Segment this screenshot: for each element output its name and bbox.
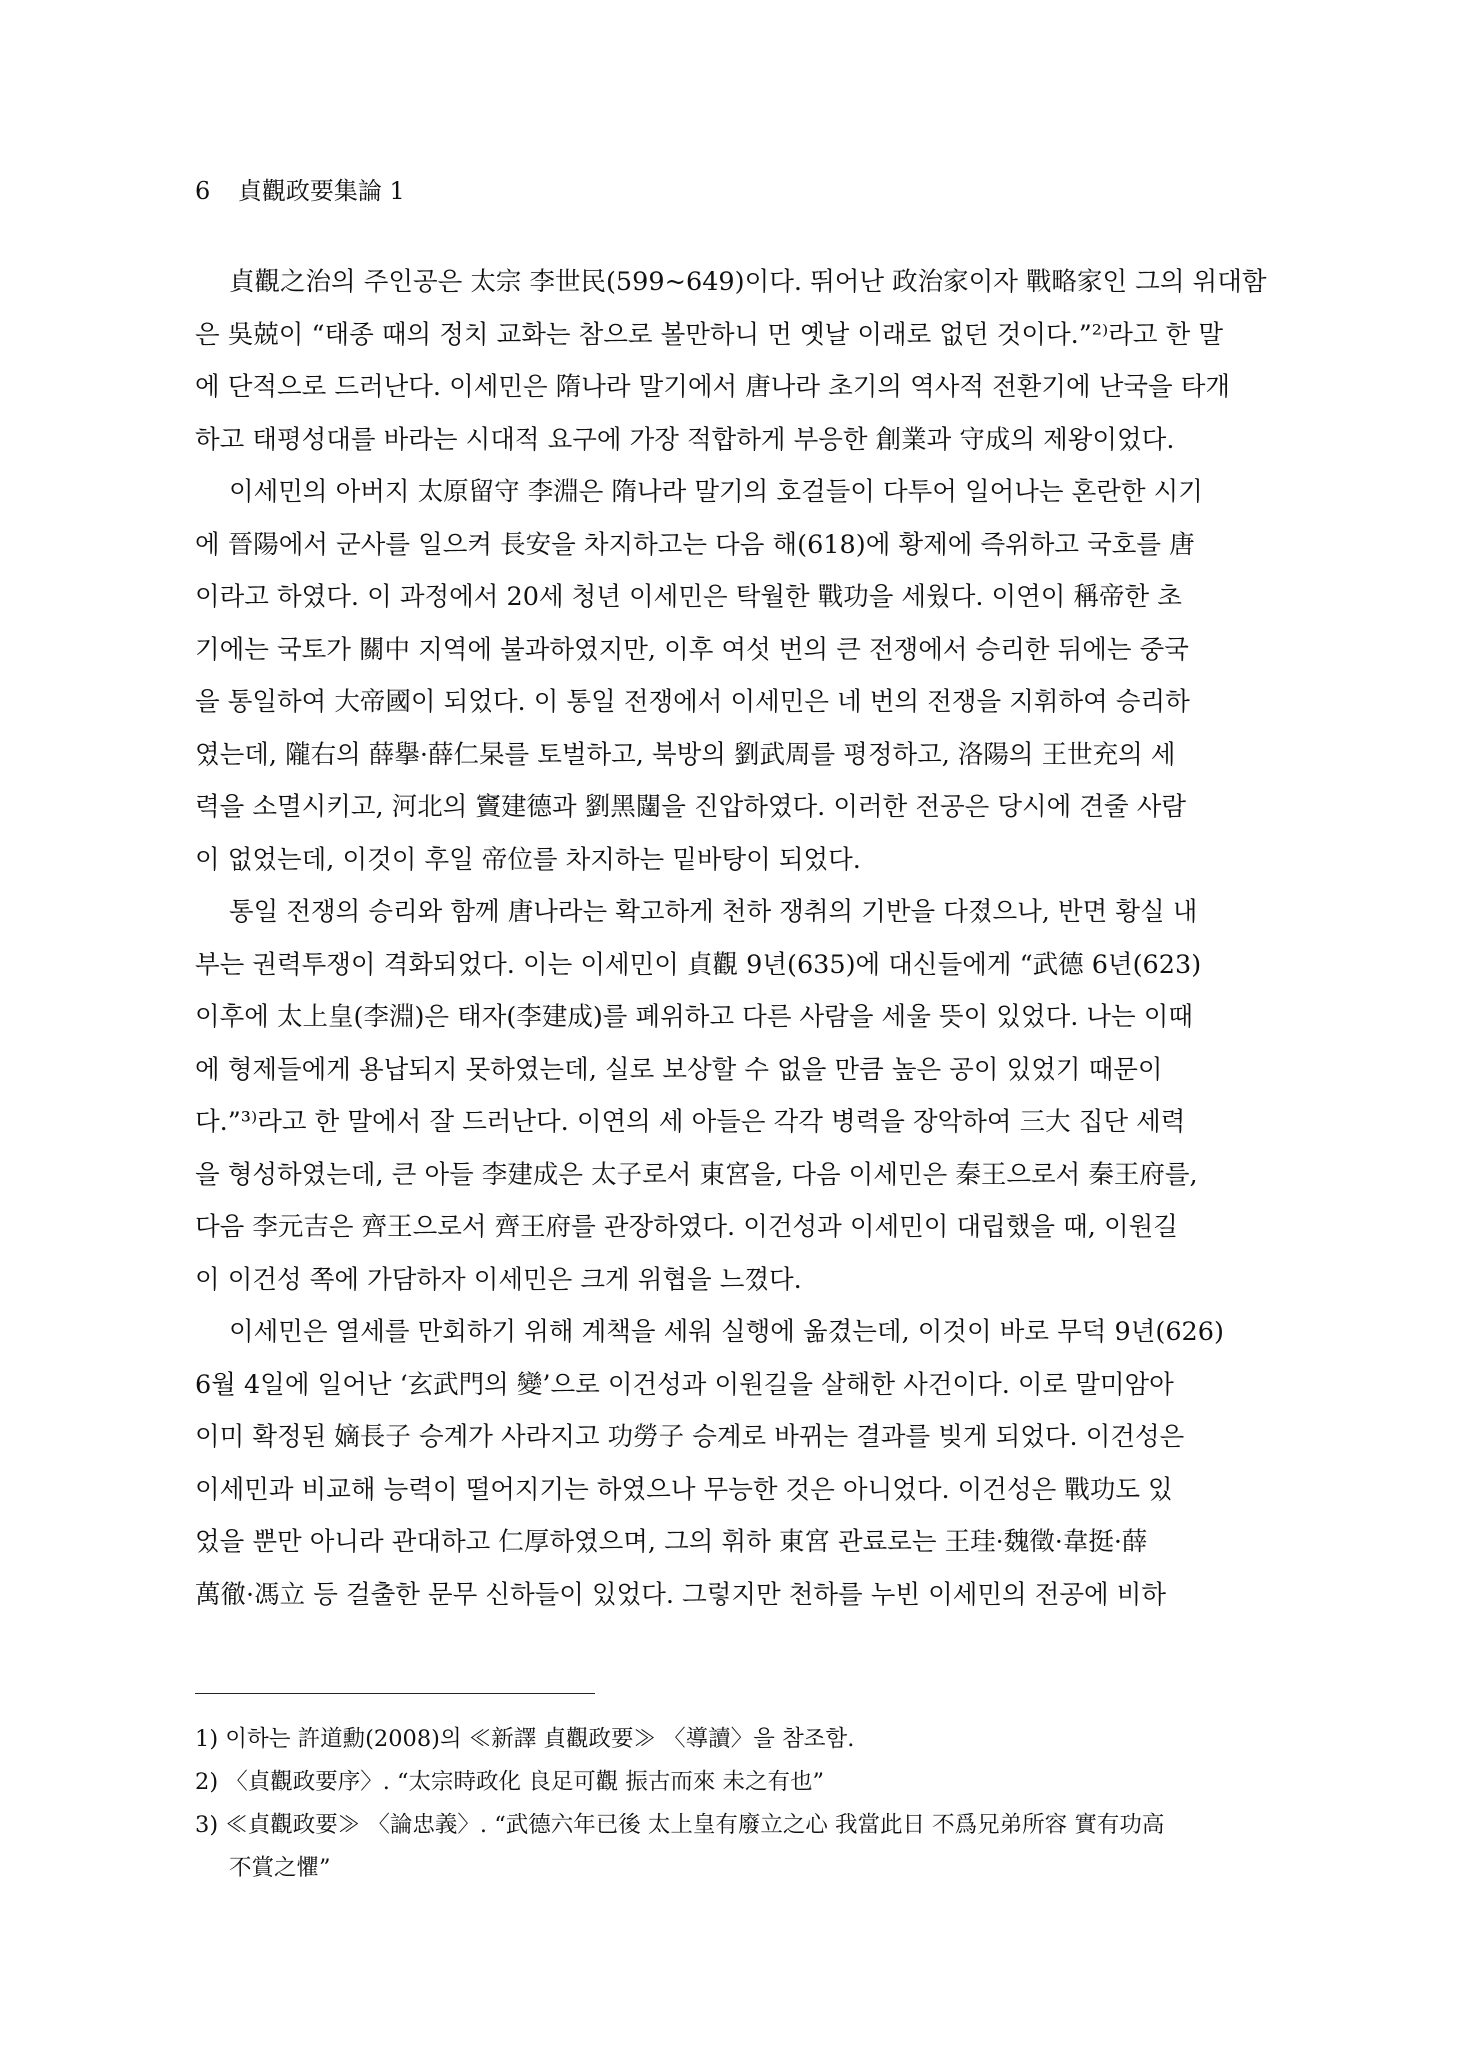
footnotes [195,1718,1290,1890]
footnote-3-continuation: 不賞之懼” [229,1855,331,1881]
paragraph-1-line: 은 吳兢이 “태종 때의 정치 교화는 참으로 볼만하니 먼 옛날 이래로 없던 것이다.”²⁾라고 한 말 [195,319,1224,350]
paragraph-4-line: 이세민은 열세를 만회하기 위해 계책을 세워 실행에 옮겼는데, 이것이 바로 무덕 9년(626) [229,1317,1224,1347]
paragraph-3-line: 다.”³⁾라고 한 말에서 잘 드러난다. 이연의 세 아들은 각각 병력을 장악하여 三大 집단 세력 [195,1107,1186,1137]
paragraph-4-line: 이세민과 비교해 능력이 떨어지기는 하였으나 무능한 것은 아니었다. 이건성은 戰功도 있 [195,1474,1173,1505]
footnote-2: 2) 〈貞觀政要序〉. “太宗時政化 良足可觀 振古而來 未之有也” [195,1769,825,1795]
paragraph-4-line: 6월 4일에 일어난 ‘玄武門의 變’으로 이건성과 이원길을 살해한 사건이다. 이로 말미암아 [195,1369,1174,1400]
body-text [195,256,1290,1621]
paragraph-2-line: 력을 소멸시키고, 河北의 竇建德과 劉黑闥을 진압하였다. 이러한 전공은 당시에 견줄 사람 [195,792,1186,822]
paragraph-3-line: 통일 전쟁의 승리와 함께 唐나라는 확고하게 천하 쟁취의 기반을 다졌으나, 반면 황실 내 [229,897,1198,927]
paragraph-3-line: 에 형제들에게 용납되지 못하였는데, 실로 보상할 수 없을 만큼 높은 공이 있었기 때문이 [195,1054,1163,1085]
paragraph-4-line: 었을 뿐만 아니라 관대하고 仁厚하였으며, 그의 휘하 東宮 관료로는 王珪·魏徵·韋挺·薛 [195,1527,1148,1557]
paragraph-3-line: 이 이건성 쪽에 가담하자 이세민은 크게 위협을 느꼈다. [195,1264,802,1295]
paragraph-1-line: 에 단적으로 드러난다. 이세민은 隋나라 말기에서 唐나라 초기의 역사적 전환기에 난국을 타개 [195,372,1231,402]
paragraph-2-line: 이세민의 아버지 太原留守 李淵은 隋나라 말기의 호걸들이 다투어 일어나는 혼란한 시기 [229,477,1203,507]
footnote-divider [195,1693,595,1694]
running-header [195,176,405,206]
paragraph-2-line: 였는데, 隴右의 薛擧·薛仁杲를 토벌하고, 북방의 劉武周를 평정하고, 洛陽의 王世充의 세 [195,739,1176,770]
page-number: 6 [195,177,211,205]
paragraph-2-line: 이 없었는데, 이것이 후일 帝位를 차지하는 밑바탕이 되었다. [195,844,861,875]
paragraph-3-line: 다음 李元吉은 齊王으로서 齊王府를 관장하였다. 이건성과 이세민이 대립했을 때, 이원길 [195,1212,1178,1242]
paragraph-2-line: 에 晉陽에서 군사를 일으켜 長安을 차지하고는 다음 해(618)에 황제에 즉위하고 국호를 唐 [195,529,1195,560]
paragraph-3-line: 이후에 太上皇(李淵)은 태자(李建成)를 폐위하고 다른 사람을 세울 뜻이 있었다. 나는 이때 [195,1002,1194,1032]
paragraph-3-line: 부는 권력투쟁이 격화되었다. 이는 이세민이 貞觀 9년(635)에 대신들에게 “武德 6년(623) [195,949,1202,980]
paragraph-2-line: 기에는 국토가 關中 지역에 불과하였지만, 이후 여섯 번의 큰 전쟁에서 승리한 뒤에는 중국 [195,634,1189,665]
footnote-3: 3) ≪貞觀政要≫ 〈論忠義〉. “武德六年已後 太上皇有廢立之心 我當此日 不爲兄弟所容 實有功高 [195,1812,1165,1838]
paragraph-3-line: 을 형성하였는데, 큰 아들 李建成은 太子로서 東宮을, 다음 이세민은 秦王으로서 秦王府를, [195,1159,1198,1190]
paragraph-2-line: 이라고 하였다. 이 과정에서 20세 청년 이세민은 탁월한 戰功을 세웠다. 이연이 稱帝한 초 [195,582,1182,612]
paragraph-2-line: 을 통일하여 大帝國이 되었다. 이 통일 전쟁에서 이세민은 네 번의 전쟁을 지휘하여 승리하 [195,687,1190,717]
paragraph-4-line: 萬徹·馮立 등 걸출한 문무 신하들이 있었다. 그렇지만 천하를 누빈 이세민의 전공에 비하 [195,1579,1166,1610]
paragraph-4-line: 이미 확정된 嫡長子 승계가 사라지고 功勞子 승계로 바뀌는 결과를 빚게 되었다. 이건성은 [195,1422,1185,1452]
book-title: 貞觀政要集論 1 [237,177,405,205]
paragraph-1-line: 貞觀之治의 주인공은 太宗 李世民(599~649)이다. 뛰어난 政治家이자 戰略家인 그의 위대함 [229,267,1267,297]
paragraph-1-line: 하고 태평성대를 바라는 시대적 요구에 가장 적합하게 부응한 創業과 守成의 제왕이었다. [195,424,1175,455]
footnote-1: 1) 이하는 許道勳(2008)의 ≪新譯 貞觀政要≫ 〈導讀〉을 참조함. [195,1726,855,1752]
